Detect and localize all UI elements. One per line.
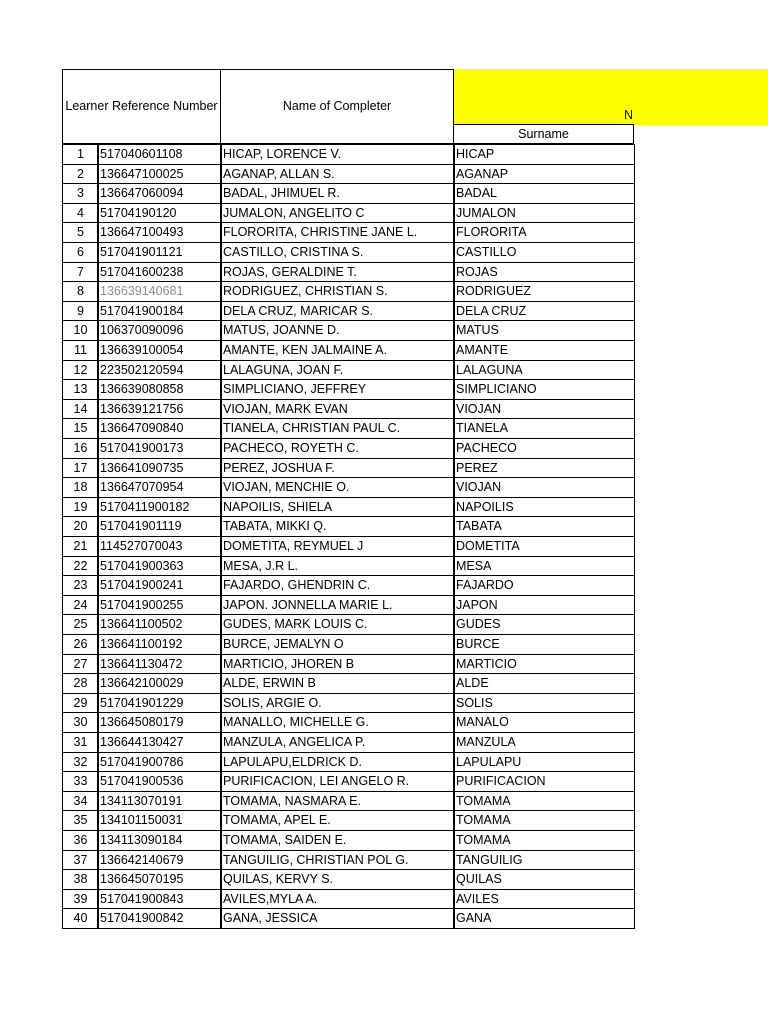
cell-surname[interactable]: TOMAMA [453, 791, 635, 811]
cell-surname[interactable]: TOMAMA [453, 810, 635, 831]
cell-surname[interactable]: VIOJAN [453, 477, 635, 498]
cell-surname[interactable]: TOMAMA [453, 830, 635, 851]
cell-name[interactable]: PURIFICACION, LEI ANGELO R. [220, 771, 455, 792]
cell-surname[interactable]: LAPULAPU [453, 752, 635, 772]
cell-no[interactable]: 20 [62, 516, 99, 537]
cell-no[interactable]: 25 [62, 614, 99, 635]
cell-lrn[interactable]: 136639080858 [97, 379, 222, 400]
cell-lrn[interactable]: 114527070043 [97, 536, 222, 557]
cell-lrn[interactable]: 517041901119 [97, 516, 222, 537]
cell-name[interactable]: AGANAP, ALLAN S. [220, 164, 455, 184]
cell-no[interactable]: 29 [62, 693, 99, 713]
cell-surname[interactable]: AGANAP [453, 164, 635, 184]
cell-no[interactable]: 16 [62, 438, 99, 459]
cell-lrn[interactable]: 517041900255 [97, 595, 222, 615]
cell-name[interactable]: LAPULAPU,ELDRICK D. [220, 752, 455, 772]
cell-lrn[interactable]: 517041600238 [97, 262, 222, 282]
cell-lrn[interactable]: 136642140679 [97, 850, 222, 870]
cell-no[interactable]: 14 [62, 399, 99, 419]
cell-surname[interactable]: AVILES [453, 889, 635, 909]
cell-name[interactable]: DOMETITA, REYMUEL J [220, 536, 455, 557]
cell-no[interactable]: 37 [62, 850, 99, 870]
cell-name[interactable]: CASTILLO, CRISTINA S. [220, 242, 455, 263]
cell-surname[interactable]: JUMALON [453, 203, 635, 223]
cell-lrn[interactable]: 106370090096 [97, 320, 222, 341]
cell-no[interactable]: 12 [62, 360, 99, 380]
cell-name[interactable]: BADAL, JHIMUEL R. [220, 183, 455, 204]
cell-lrn[interactable]: 136639100054 [97, 340, 222, 361]
cell-lrn[interactable]: 517041901229 [97, 693, 222, 713]
cell-lrn[interactable]: 136647100025 [97, 164, 222, 184]
cell-surname[interactable]: BADAL [453, 183, 635, 204]
cell-name[interactable]: DELA CRUZ, MARICAR S. [220, 301, 455, 321]
cell-name[interactable]: TABATA, MIKKI Q. [220, 516, 455, 537]
cell-surname[interactable]: NAPOILIS [453, 497, 635, 517]
cell-surname[interactable]: TABATA [453, 516, 635, 537]
cell-name[interactable]: TIANELA, CHRISTIAN PAUL C. [220, 418, 455, 439]
cell-no[interactable]: 23 [62, 575, 99, 596]
cell-surname[interactable]: PEREZ [453, 458, 635, 478]
cell-surname[interactable]: RODRIGUEZ [453, 281, 635, 302]
cell-surname[interactable]: JAPON [453, 595, 635, 615]
cell-lrn[interactable]: 136642100029 [97, 673, 222, 694]
cell-surname[interactable]: TANGUILIG [453, 850, 635, 870]
cell-name[interactable]: RODRIGUEZ, CHRISTIAN S. [220, 281, 455, 302]
cell-no[interactable]: 19 [62, 497, 99, 517]
cell-name[interactable]: MARTICIO, JHOREN B [220, 654, 455, 674]
cell-no[interactable]: 17 [62, 458, 99, 478]
cell-name[interactable]: QUILAS, KERVY S. [220, 869, 455, 890]
cell-lrn[interactable]: 136641130472 [97, 654, 222, 674]
highlighted-header-cell[interactable] [453, 69, 768, 125]
cell-name[interactable]: NAPOILIS, SHIELA [220, 497, 455, 517]
cell-name[interactable]: LALAGUNA, JOAN F. [220, 360, 455, 380]
cell-lrn[interactable]: 517041900842 [97, 908, 222, 929]
cell-no[interactable]: 7 [62, 262, 99, 282]
cell-name[interactable]: JUMALON, ANGELITO C [220, 203, 455, 223]
cell-name[interactable]: MANALLO, MICHELLE G. [220, 712, 455, 733]
cell-name[interactable]: JAPON. JONNELLA MARIE L. [220, 595, 455, 615]
cell-lrn[interactable]: 136641090735 [97, 458, 222, 478]
cell-surname[interactable]: BURCE [453, 634, 635, 655]
cell-lrn[interactable]: 517041900184 [97, 301, 222, 321]
cell-name[interactable]: VIOJAN, MENCHIE O. [220, 477, 455, 498]
cell-name[interactable]: TANGUILIG, CHRISTIAN POL G. [220, 850, 455, 870]
cell-lrn[interactable]: 134101150031 [97, 810, 222, 831]
cell-surname[interactable]: QUILAS [453, 869, 635, 890]
cell-no[interactable]: 33 [62, 771, 99, 792]
cell-surname[interactable]: TIANELA [453, 418, 635, 439]
cell-name[interactable]: SOLIS, ARGIE O. [220, 693, 455, 713]
cell-surname[interactable]: CASTILLO [453, 242, 635, 263]
cell-no[interactable]: 31 [62, 732, 99, 753]
cell-no[interactable]: 1 [62, 144, 99, 165]
cell-name[interactable]: TOMAMA, SAIDEN E. [220, 830, 455, 851]
cell-name[interactable]: TOMAMA, NASMARA E. [220, 791, 455, 811]
cell-name[interactable]: FLORORITA, CHRISTINE JANE L. [220, 222, 455, 243]
cell-name[interactable]: VIOJAN, MARK EVAN [220, 399, 455, 419]
cell-no[interactable]: 3 [62, 183, 99, 204]
cell-surname[interactable]: SIMPLICIANO [453, 379, 635, 400]
cell-surname[interactable]: FAJARDO [453, 575, 635, 596]
cell-no[interactable]: 4 [62, 203, 99, 223]
cell-lrn[interactable]: 517041900786 [97, 752, 222, 772]
cell-name[interactable]: AVILES,MYLA A. [220, 889, 455, 909]
cell-lrn[interactable]: 136641100192 [97, 634, 222, 655]
cell-name[interactable]: TOMAMA, APEL E. [220, 810, 455, 831]
cell-surname[interactable]: SOLIS [453, 693, 635, 713]
cell-name[interactable]: AMANTE, KEN JALMAINE A. [220, 340, 455, 361]
cell-surname[interactable]: MATUS [453, 320, 635, 341]
cell-no[interactable]: 34 [62, 791, 99, 811]
cell-name[interactable]: GANA, JESSICA [220, 908, 455, 929]
cell-surname[interactable]: FLORORITA [453, 222, 635, 243]
cell-lrn[interactable]: 134113090184 [97, 830, 222, 851]
cell-no[interactable]: 5 [62, 222, 99, 243]
cell-no[interactable]: 10 [62, 320, 99, 341]
cell-lrn[interactable]: 517041900536 [97, 771, 222, 792]
cell-name[interactable]: ALDE, ERWIN B [220, 673, 455, 694]
cell-lrn[interactable]: 136647090840 [97, 418, 222, 439]
cell-lrn[interactable]: 517041900363 [97, 556, 222, 576]
cell-surname[interactable]: GUDES [453, 614, 635, 635]
cell-surname[interactable]: LALAGUNA [453, 360, 635, 380]
cell-surname[interactable]: ALDE [453, 673, 635, 694]
cell-lrn[interactable]: 51704190120 [97, 203, 222, 223]
cell-no[interactable]: 39 [62, 889, 99, 909]
cell-surname[interactable]: PURIFICACION [453, 771, 635, 792]
cell-name[interactable]: MANZULA, ANGELICA P. [220, 732, 455, 753]
cell-lrn[interactable]: 136645080179 [97, 712, 222, 733]
cell-lrn[interactable]: 517041900173 [97, 438, 222, 459]
cell-surname[interactable]: ROJAS [453, 262, 635, 282]
cell-surname[interactable]: DELA CRUZ [453, 301, 635, 321]
cell-no[interactable]: 6 [62, 242, 99, 263]
cell-lrn[interactable]: 517041901121 [97, 242, 222, 263]
cell-lrn[interactable]: 136647100493 [97, 222, 222, 243]
highlighted-header-text: N [624, 108, 634, 122]
cell-no[interactable]: 18 [62, 477, 99, 498]
cell-name[interactable]: MESA, J.R L. [220, 556, 455, 576]
cell-no[interactable]: 38 [62, 869, 99, 890]
cell-no[interactable]: 36 [62, 830, 99, 851]
cell-surname[interactable]: AMANTE [453, 340, 635, 361]
header-surname[interactable]: Surname [453, 124, 634, 144]
cell-no[interactable]: 24 [62, 595, 99, 615]
cell-no[interactable]: 32 [62, 752, 99, 772]
cell-lrn[interactable]: 223502120594 [97, 360, 222, 380]
cell-no[interactable]: 11 [62, 340, 99, 361]
cell-name[interactable]: GUDES, MARK LOUIS C. [220, 614, 455, 635]
cell-name[interactable]: ROJAS, GERALDINE T. [220, 262, 455, 282]
cell-surname[interactable]: DOMETITA [453, 536, 635, 557]
cell-no[interactable]: 22 [62, 556, 99, 576]
header-learner-reference-number[interactable]: Learner Reference Number [62, 69, 221, 144]
cell-lrn[interactable]: 5170411900182 [97, 497, 222, 517]
cell-surname[interactable]: VIOJAN [453, 399, 635, 419]
cell-no[interactable]: 9 [62, 301, 99, 321]
cell-no[interactable]: 13 [62, 379, 99, 400]
cell-lrn[interactable]: 517040601108 [97, 144, 222, 165]
cell-lrn[interactable]: 136641100502 [97, 614, 222, 635]
cell-no[interactable]: 26 [62, 634, 99, 655]
header-name-of-completer[interactable]: Name of Completer [220, 69, 454, 144]
cell-surname[interactable]: MANZULA [453, 732, 635, 753]
cell-name[interactable]: FAJARDO, GHENDRIN C. [220, 575, 455, 596]
cell-surname[interactable]: GANA [453, 908, 635, 929]
cell-no[interactable]: 15 [62, 418, 99, 439]
cell-name[interactable]: PACHECO, ROYETH C. [220, 438, 455, 459]
cell-name[interactable]: MATUS, JOANNE D. [220, 320, 455, 341]
cell-no[interactable]: 8 [62, 281, 99, 302]
cell-surname[interactable]: MESA [453, 556, 635, 576]
cell-surname[interactable]: HICAP [453, 144, 635, 165]
cell-name[interactable]: PEREZ, JOSHUA F. [220, 458, 455, 478]
cell-no[interactable]: 40 [62, 908, 99, 929]
cell-surname[interactable]: PACHECO [453, 438, 635, 459]
cell-lrn[interactable]: 136644130427 [97, 732, 222, 753]
cell-no[interactable]: 28 [62, 673, 99, 694]
cell-lrn[interactable]: 517041900241 [97, 575, 222, 596]
cell-no[interactable]: 35 [62, 810, 99, 831]
cell-name[interactable]: HICAP, LORENCE V. [220, 144, 455, 165]
cell-lrn[interactable]: 136645070195 [97, 869, 222, 890]
cell-lrn[interactable]: 136639121756 [97, 399, 222, 419]
cell-name[interactable]: BURCE, JEMALYN O [220, 634, 455, 655]
cell-no[interactable]: 27 [62, 654, 99, 674]
cell-lrn[interactable]: 517041900843 [97, 889, 222, 909]
cell-lrn[interactable]: 134113070191 [97, 791, 222, 811]
cell-name[interactable]: SIMPLICIANO, JEFFREY [220, 379, 455, 400]
cell-lrn[interactable]: 136639140681 [97, 281, 222, 302]
cell-no[interactable]: 2 [62, 164, 99, 184]
cell-no[interactable]: 30 [62, 712, 99, 733]
cell-lrn[interactable]: 136647070954 [97, 477, 222, 498]
cell-surname[interactable]: MANALO [453, 712, 635, 733]
cell-no[interactable]: 21 [62, 536, 99, 557]
cell-surname[interactable]: MARTICIO [453, 654, 635, 674]
cell-lrn[interactable]: 136647060094 [97, 183, 222, 204]
